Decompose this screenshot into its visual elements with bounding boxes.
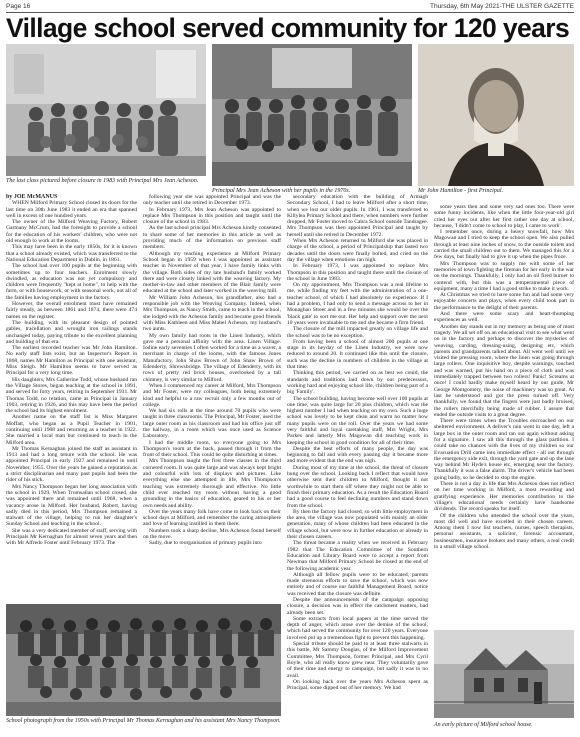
caption-photo-hamilton: Mr John Hamilton - first Principal. (418, 188, 503, 194)
photo-acheson-1970s (212, 44, 412, 186)
dateline: Thursday, 6th May 2021-THE ULSTER GAZETTE (429, 3, 574, 10)
paragraph: At Christmas we tried to have some fun and had some very enjoyable concerts and plays, when every child took part in the performance to the delight of their parents. (434, 292, 574, 311)
paragraph: His daughters, Mrs Catherine Todd, whose husband ran the Village Stores, began teaching at the school in 1891, and served for forty years, retiring in September 1931. Mr Thomas Todd, no relation, came as Principal in January 1903, retiring in 1926, and this may have been the period the school had its highest enrolment. (6, 376, 137, 415)
paragraph: In February 1973, Mrs Jean Acheson was appointed to replace Mrs Thompson in this position and taught until the closure of the school in 1983. (143, 206, 281, 226)
article-column-1 (6, 194, 137, 600)
paragraph: Some extracts from local papers at the time served the depth of anger, which arose over the demise of the school, which had served the community for over 120 years. Everyone involved put up a tremendous fight to prevent this happening. (287, 615, 428, 641)
paragraph: Although all fellow pupils were to be educated, parents made strenuous efforts to save the school, which was now entirely and of course our faithful Management Board, notice was received that the closure was definite. (287, 571, 428, 597)
paragraph: Special tribute should be paid to at least three stalwarts in this battle, Mr Sammy Douglas, of the Milford Improvement Committee, Mrs Thompson, former Principal, and Mrs Cyril Boyle, who all really know grew near. They voluntarily gave of their time and energy to campaign, but sadly it was to no avail. (287, 641, 428, 679)
paragraph: There were times when the Troubles encroached on our sheltered environment. A deliver's rain went in one day, left a large box in the outer room and ran out again without asking for a signature. I saw all this through the glass partition. I could take no chances with the lives of my children so our Evacuation Drill came into immediate effect - all out through the emergency side exit, through the yard gate and up the lane way behind Mr Hyde's house etc, emerging near the factory. Thankfully it was a false alarm. The driver's vehicle had been going badly, so he decided to stop the engine. (434, 418, 574, 481)
article-column-2 (143, 194, 281, 600)
article-column-3 (287, 194, 428, 732)
photo-john-hamilton (418, 44, 574, 186)
article-column-4 (434, 204, 574, 626)
byline: by JOE McMANUS (6, 194, 58, 200)
paragraph: She was a very dedicated member of staff, serving with Principals Mr Kernaghan for almost seven years and then with Mr Alfredo Foster until February 1973. The (6, 527, 137, 547)
paragraph: And there were some scary and heart-thumping experiences as well. (434, 311, 574, 324)
paragraph: During most of my time at the school, the threat of closure hung over the school. Looking back I reflect that would have otherwise sent their children to Milford, thought it not worthwhile to start them off where they might not be able to finish their primary education. As a result the Education Board had a good course to feel declining numbers and stand down from the school. (287, 464, 428, 509)
paragraph: When Mrs Acheson returned to Milford she was placed in charge of the school, a period of Principalship that lasted two decades until the doors were finally bolted, and cried on the day the village when emotions ran high. (287, 238, 428, 263)
paragraph: Another day stands out in my memory as being one of most tragedy. We all set off on an educational visit to see what went on in the factory and perhaps to discover the mysteries of weaving, carding, dressing-using, designing etc, which parents and grandparents talked about. All went well until we visited the pressing room, where the linen was going through large rollers. One inquisitive boy, despite warnings, touched and was warned, put his hand on a piece of cloth and was immediately trapped between two rollers! Panic! Screams at once! I could hardly make myself heard by our guide, Mr George Montgomery, the noise of machinery was so great. At last he understood and got the press turned off. Very thankfully, we found that the fingers were just badly bruised, the rollers mercifully being made of rubber. I assure that ended the outside visits to a great degree. (434, 323, 574, 418)
caption-photo-school-house: An early picture of Milford school house. (434, 722, 533, 728)
paragraph: In February 1973, I was appointed to replace Mrs Thompson in this position and taught there until the closure of the school in June 1983. (287, 263, 428, 282)
paragraph: There is not a day in life that Mrs Acheson does not reflect on her time working in Milford, a most rewarding and gratifying experience. Her memories contribution to the village's educational needs certainly have handsome dividends. The record speaks for itself. (434, 481, 574, 513)
photo-last-class-1983 (6, 44, 206, 176)
paragraph: Numbers took a sharp decline, Mrs Acheson found herself on the move. (143, 527, 281, 541)
paragraph: However, the overall enrolment must have remained fairly steady, as between 1861 and 1874, there were 474 names on the register. (6, 301, 137, 320)
paragraph: The closure of the mill impacted greatly on village life and the school was to be no exception. (287, 326, 428, 339)
paragraph: Mrs Thompson was to supply me with some of her memories of town fighting the fireman for her early in the war on the mornings. Thankfully, I only had an oil fired burner to contend with, but this was a temperamental piece of equipment, many a time I had a good strike to make it work. (434, 260, 574, 292)
paragraph: The threat became a reality when we received in February 1982 that The Education Committee of the Southern Education and Library Board were to accept a report from Newman that Milford Primary School be closed at the end of the following academic year. (287, 540, 428, 572)
paragraph: Thinking this period, we carried on as best we could, the standards and traditions laid down by our predecessors, working hard and enjoying school life, children being part of a big 'Family'. (287, 370, 428, 396)
paragraph: The earliest recorded teacher was Mr John Hamilton. No early staff lists exist, but an Inspector's Report in 1868, names Mr Hamilton as Principal with one assistant, Miss Sleigh. Mr Hamilton seems to have served as Principal for a very long time. (6, 345, 137, 377)
paragraph: following year she was appointed Principal and was the only teacher until she retired in December 1973. (143, 194, 281, 207)
paragraph: By then the factory had closed, so with little employment in the area, the village was now populated with mainly an older generation, many of whose children had been educated in the village school, but were now in further education or already in their chosen careers. (287, 508, 428, 541)
paragraph: The owner of the Milford Weaving Factory, Robert Garmany McCrum, had the foresight to provide a school for the education of his workers' children, who were not old enough to work at the looms. (6, 219, 137, 245)
paragraph: As the last school principal Mrs Acheson kindly consented to share some of her memories in this article as well as providing much of the information on previous staff members. (143, 225, 281, 251)
paragraph: We had six rolls at the time around 70 pupils who were taught in three classrooms. The Principal, Mr Foster, used the large outer room as his classroom and had his office just off the hallway, in a room which was once used as Science Laboratory. (143, 408, 281, 440)
paragraph: Of the children who attended the school over the years, most did well and have excelled in their chosen careers. Among them I now list teachers, nurses, speech therapists, personal assistants, a solicitor, forensic accountant, businessmen, insurance brokers and many others, a real credit to a small village school. (434, 512, 574, 551)
paragraph: Although my teaching experience at Milford Primary School began in 1959 when I was appointed as assistant teacher in November of that year, I have family links with the village. Both sides of my late husband's family worked there and were closely linked with the weaving factory. My mother-in-law and other members of the Blair family were educated at the school and later worked in the weaving mill. (143, 250, 281, 295)
paragraph: Mr William John Acheson, his grandfather, also had a responsible job with the Weaving Company. Indeed, when Mrs Thompson, as Nancy Smith, came to teach in the school, she lodged with the Acheson family and became good friends with Miss Kathleen and Miss Mabel Acheson, my husband's two aunts. (143, 294, 281, 333)
headline: Village school served community for 120 years (6, 13, 570, 43)
paragraph: When I commenced my career at Milford, Mrs Thompson and Mr Foster, were my colleagues, both being extremely kind and helpful to a raw recruit only a few months out of college. (143, 382, 281, 408)
paragraph: Despite the best efforts of many people, the day was beginning to fall and with every passing day it became more and more evident that the end was nigh. (287, 445, 428, 465)
paragraph: I remember once, during a heavy snowfall, how Mrs Magowan and I tried to keep the school open. We also pulled through at least nine inches of snow, to the outside toilets and carried the small children out to them. We managed this for a few days, but finally had to give it up when the pipes froze. (434, 229, 574, 261)
caption-photo-last-class: The last class pictured before closure in 1983 with Principal Mrs Jean Acheson. (6, 178, 199, 184)
paragraph: On looking back over the years Mrs Acheson spent as Principal, some dipped out of her memory. We had (287, 678, 428, 692)
paragraph: I had the middle room, so everyone going to Mrs Thompson's room at the back, passed through it from the front of their school. This could be quite disturbing at times. (143, 439, 281, 459)
paragraph: This may have been in the early 1850s, for it is known that a school already existed, which was transferred to the National Education Department in Dublin, in 1861. (6, 244, 137, 263)
paragraph: My own family had roots in the Linen Industry, which gave me a personal affinity with the area. Linen Village. Iodine early seventies I often worked for a time as a waver, a merchant in charge of the looms, with the famous Jones Manufactory, John Shaw Brown of John Shaw Brown of Edenderry, Shrewsbridge. The village of Edenderry, with its rows of pretty red brick houses, overlooked by a tall chimney, is very similar to Milford. (143, 332, 281, 383)
paragraph: Sadly, due to reorganisation of primary pupils into (149, 540, 262, 547)
caption-photo-1950s: School photograph from the 1950s with Principal Mr Thomas Kernaghan and his assistant Mrs Nancy Thompson. (6, 718, 281, 724)
paragraph: Mr Thomas Kernaghan joined the staff as assistant in 1913 and had a long tenure with the school. He was appointed Principal in early 1927 and remained in until November, 1955. Over the years he gained a reputation as a strict disciplinarian and many past pupils had been the rider of his stick. (6, 445, 137, 484)
page-number: Page 16 (6, 3, 31, 10)
paragraph: On my appointment, Mrs Thompson was a real lifeline to me, while finding my feet with the administration of a one-teacher school, of which I had absolutely no experience. If I had a problem, I had only to send a message across to her in Monaghan Street and in a few minutes she would be over the 'black gate' to sort me out. Her help and support over the next 10 years were invaluable to me and she became a firm friend. (287, 282, 428, 326)
paragraph: Mrs Thompson taught the first three classes in the third cornered room. It was quite large and was always kept bright and colourful with lots of displays and pictures. Like everything else she attempted in life, Mrs Thompson's teaching was extremely thorough and effective. No little child ever reached my room without having a good grounding in the basics of education, geared to his or her own needs and ability. (143, 458, 281, 509)
paragraph: some years then and some very sad ones too. There were some funny incidents, like when the little four-year-old girl cried her eyes out after her first rather one day at school, because, 'I didn't come to school to play, I came to work'. (434, 204, 574, 229)
paragraph: Over the years many folk have come to look back on their school days at Milford, and remember the caring atmosphere and love of learning instilled in them there. (143, 508, 281, 528)
caption-photo-acheson: Principal Mrs Jean Acheson with her pupils in the 1970s. (212, 188, 351, 194)
paragraph: Despite the announcements of the campaign opposing closure, a decision was in effect the catchment matters, bad already been set. (287, 597, 428, 616)
photo-early-school-house (434, 630, 574, 718)
paragraph: Mrs Nancy Thompson began her long association with the school in 1929. When Trumsallan school closed, she was appointed there and remained until 1968, when a vacancy arose in Milford. Her husband, Robert, having sadly died in this period, Mrs Thompson remained a stalwart of the village, helping to run her daughter's Sunday School and teaching in the school. (6, 483, 137, 528)
photo-school-1950s (6, 604, 281, 716)
paragraph: From having been a school of almost 200 pupils at one stage in its heyday of the Linen Industry, we were now reduced to around 20. It continued like this until the closure, such was the decline in numbers of children in the village at that time. (287, 338, 428, 371)
paragraph: secondary education with the building of Armagh Secondary School, I had to leave Milford after a short time, when we lost our older pupils. In 1961, I was transferred to Killylea Primary School and there, when numbers were further dropped, Mr Foster moved to Cabra School outside Tandragee. Mrs Thompson was then appointed Principal and taught by herself until she retired in December 1972. (287, 194, 428, 238)
paragraph: The school building, having become well over 100 pupils at one time, was quite large for 20 plus children, which was the highest number I had when teaching on my own. Such a huge school was lovely to be kept clean and warm no matter how many pupils were on the roll. Over the years we had some very faithful and loyal caretaking staff, Mrs Wright, Mrs Parkes and latterly Mrs Magowan did teaching work in keeping the school in good condition for all of their time. (287, 395, 428, 446)
paragraph: Another name on the staff list is Miss Margaret Moffatt, who began as a Pupil Teacher in 1901, continuing until 1908 and returning as a teacher in 1922. She married a local man but continued to teach in the Milford area. (6, 414, 137, 446)
paragraph: The building, with its pleasant design of pointed gables, tracellation and wrought iron railings stands unchanged today, paying tribute to the excellent planning and building of that era. (6, 319, 137, 345)
paragraph: WHEN Milford Primary School closed its doors for the last time on 30th June 1983 it ended an era that spanned well in excess of one hundred years. (6, 200, 137, 219)
paragraph: The school had over 100 pupils at the beginning with sometimes up to four teachers. Enrolment slowly dwindled, as education was not yet compulsory and children were frequently "kept at home", to help with the farm, or with housework, or with seasonal work, not all of the families having employment in the factory. (6, 263, 137, 301)
